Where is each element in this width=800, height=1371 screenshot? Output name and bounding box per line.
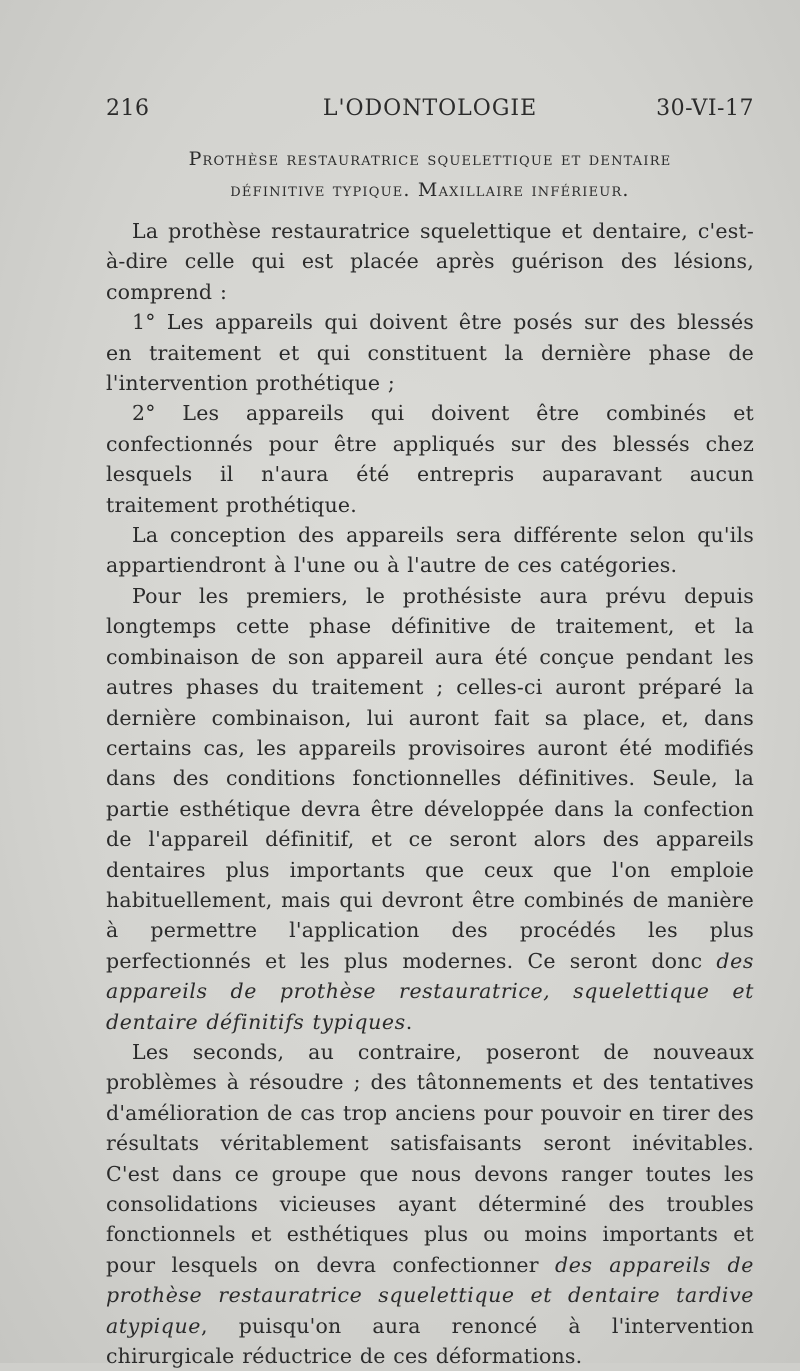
running-head xyxy=(106,96,754,130)
paragraph-premiers-italic: des appareils de prothèse restauratrice, squelettique et dentaire définitifs typiques xyxy=(106,948,754,1034)
paragraph-seconds-end: , puisqu'on aura renoncé à l'intervention chirurgicale réductrice de ces déformations. xyxy=(106,1313,754,1369)
paragraph-seconds xyxy=(106,1037,754,1371)
page-number: 216 xyxy=(106,96,150,121)
paragraph-premiers-text: Pour les premiers, le prothésiste aura prévu depuis longtemps cette phase définitive de traitement, et la combinaison de son appareil aura été conçue pendant les autres phases du traitement ; celles-ci auront préparé la dernière combinaison, lui auront fait sa place, et, dans certains cas, les appareils provisoires auront été modifiés dans des conditions fonctionnelles définitives. Seule, la partie esthétique devra être développée dans la confection de l'appareil définitif, et ce seront alors des appareils dentaires plus importants que ceux que l'on emploie habituellement, mais qui devront être combinés de manière à permettre l'application des procédés les plus perfectionnés et les plus modernes. Ce seront donc xyxy=(106,583,754,973)
paragraph-seconds-italic: des appareils de prothèse restauratrice squelettique et dentaire tardive atypique xyxy=(106,1252,754,1338)
section-heading xyxy=(106,144,754,206)
section-heading-line-2: définitive typique. Maxillaire inférieur. xyxy=(230,179,630,201)
issue-date: 30-VI-17 xyxy=(656,96,754,121)
article-body xyxy=(106,216,754,1371)
paragraph-item-1: 1° Les appareils qui doivent être posés sur des blessés en traitement et qui constituent la dernière phase de l'intervention prothétique ; xyxy=(106,310,754,396)
paragraph-conception: La conception des appareils sera différente selon qu'ils appartiendront à l'une ou à l'autre de ces catégories. xyxy=(106,523,754,578)
journal-title: L'ODONTOLOGIE xyxy=(322,96,538,121)
paragraph-intro: La prothèse restauratrice squelettique et dentaire, c'est-à-dire celle qui est placée après guérison des lésions, comprend : xyxy=(106,219,754,304)
paragraph-premiers-end: . xyxy=(405,1009,413,1034)
paragraph-premiers xyxy=(106,581,754,1037)
paragraph-seconds-text: Les seconds, au contraire, poseront de nouveaux problèmes à résoudre ; des tâtonnements et des tentatives d'amélioration de cas trop anciens pour pouvoir en tirer des résultats véritablement satisfaisants seront inévitables. C'est dans ce groupe que nous devons ranger toutes les consolidations vicieuses ayant déterminé des troubles fonctionnels et esthétiques plus ou moins importants et pour lesquels on devra confectionner xyxy=(106,1039,754,1277)
paragraph-item-2: 2° Les appareils qui doivent être combinés et confectionnés pour être appliqués sur des blessés chez lesquels il n'aura été entrepris auparavant aucun traitement prothétique. xyxy=(106,401,754,517)
section-heading-line-1: Prothèse restauratrice squelettique et dentaire xyxy=(188,148,672,170)
